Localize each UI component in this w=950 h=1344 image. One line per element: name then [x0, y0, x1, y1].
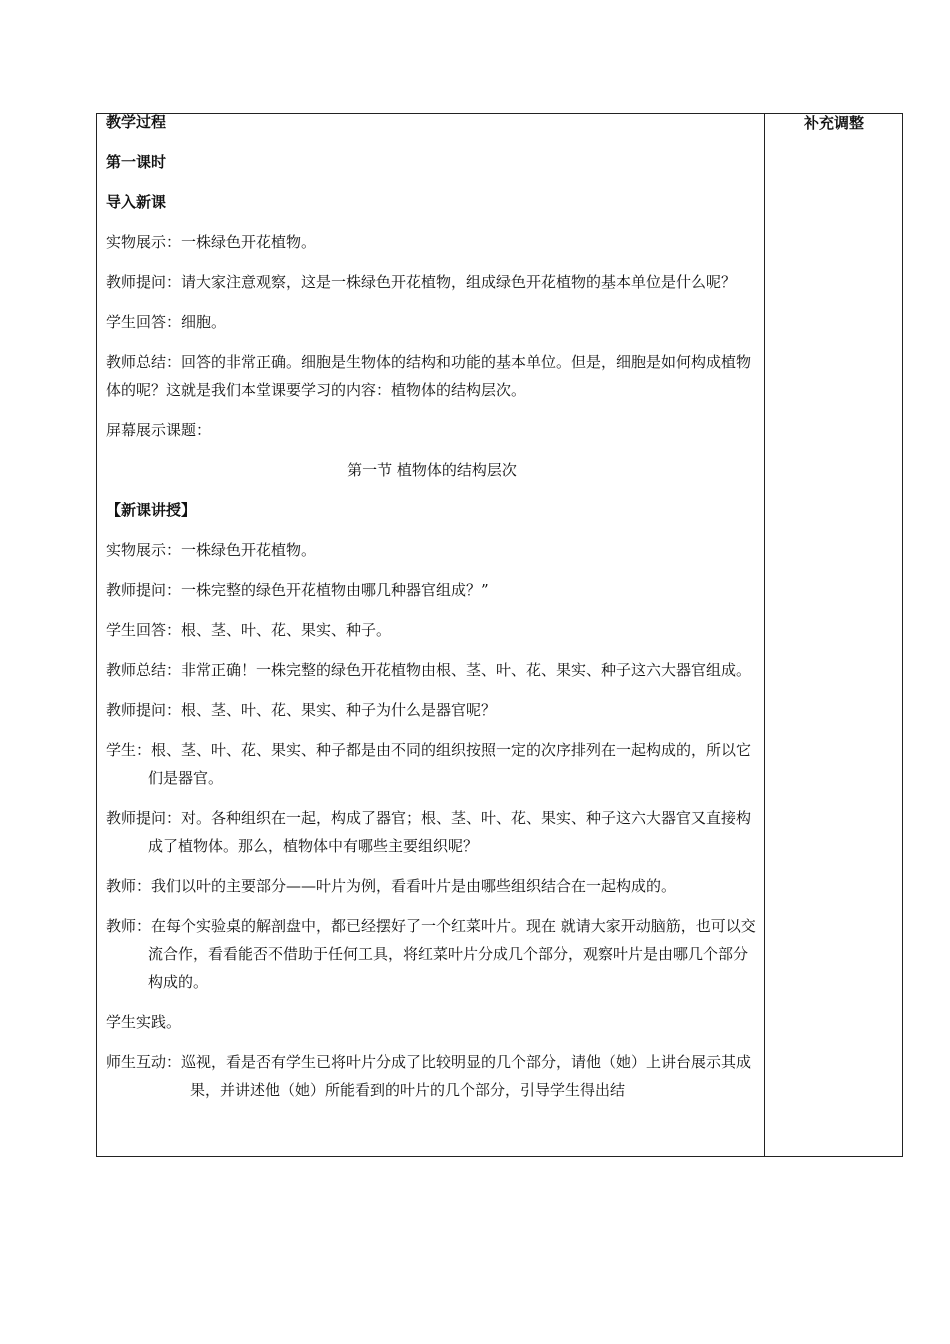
paragraph: 学生：根、茎、叶、花、果实、种子都是由不同的组织按照一定的次序排列在一起构成的，所以它们是器官。	[106, 741, 752, 787]
paragraph: 教师提问：对。各种组织在一起，构成了器官；根、茎、叶、花、果实、种子这六大器官又直接构成了植物体。那么，植物体中有哪些主要组织呢？	[106, 809, 752, 855]
paragraph: 师生互动：巡视，看是否有学生已将叶片分成了比较明显的几个部分，请他（她）上讲台展示其成果，并讲述他（她）所能看到的叶片的几个部分，引导学生得出结	[106, 1053, 752, 1099]
paragraph: 学生实践。	[106, 1013, 182, 1031]
paragraph: 学生回答：根、茎、叶、花、果实、种子。	[106, 621, 392, 639]
paragraph: 教师提问：请大家注意观察，这是一株绿色开花植物，组成绿色开花植物的基本单位是什么呢？	[106, 273, 737, 291]
paragraph: 实物展示：一株绿色开花植物。	[106, 541, 317, 559]
paragraph: 教师：在每个实验桌的解剖盘中，都已经摆好了一个红菜叶片。现在 就请大家开动脑筋，也可以交流合作，看看能否不借助于任何工具，将红菜叶片分成几个部分，观察叶片是由哪几个部分构成的。	[106, 917, 756, 991]
section-title: 第一节 植物体的结构层次	[347, 461, 517, 479]
lesson-label: 第一课时	[106, 153, 167, 171]
column-title: 教学过程	[106, 114, 167, 131]
paragraph: 教师总结：回答的非常正确。细胞是生物体的结构和功能的基本单位。但是，细胞是如何构成植物体的呢？这就是我们本堂课要学习的内容：植物体的结构层次。	[106, 353, 752, 399]
supplement-column-header: 补充调整	[803, 114, 864, 132]
paragraph: 教师总结：非常正确！一株完整的绿色开花植物由根、茎、叶、花、果实、种子这六大器官组成。	[106, 661, 752, 679]
new-lesson-heading: 【新课讲授】	[106, 501, 197, 519]
intro-heading: 导入新课	[106, 193, 167, 211]
paragraph: 屏幕展示课题：	[106, 421, 212, 439]
teaching-process-column	[106, 114, 758, 1156]
paragraph: 学生回答：细胞。	[106, 313, 227, 331]
paragraph: 实物展示：一株绿色开花植物。	[106, 233, 317, 251]
paragraph: 教师提问：一株完整的绿色开花植物由哪几种器官组成？”	[106, 581, 489, 599]
column-divider	[764, 113, 765, 1157]
paragraph: 教师：我们以叶的主要部分——叶片为例，看看叶片是由哪些组织结合在一起构成的。	[106, 877, 677, 895]
paragraph: 教师提问：根、茎、叶、花、果实、种子为什么是器官呢？	[106, 701, 497, 719]
